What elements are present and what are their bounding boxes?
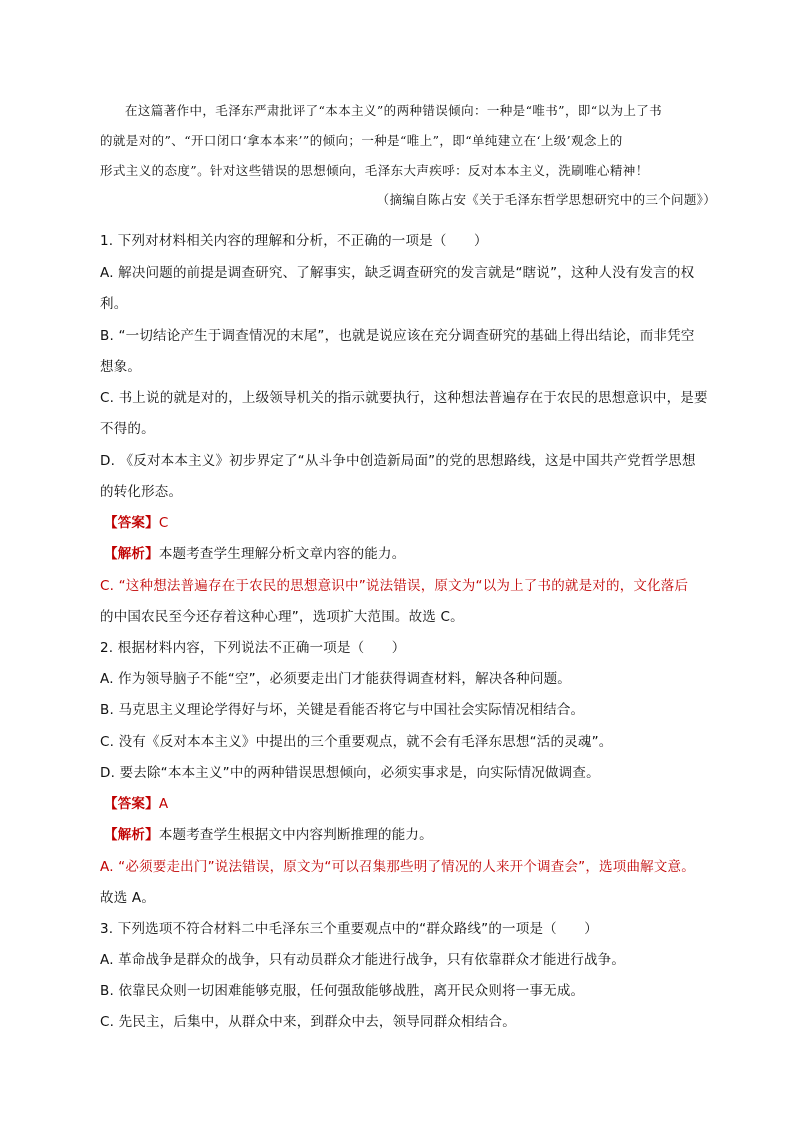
analysis-text: 本题考查学生理解分析文章内容的能力。: [158, 546, 406, 562]
question-3-stem: 3. 下列选项不符合材料二中毛泽东三个重要观点中的“群众路线”的一项是（ ）: [100, 921, 598, 937]
analysis-tag: 【解析】: [104, 546, 159, 562]
passage-source: （摘编自陈占安《关于毛泽东哲学思想研究中的三个问题》）: [376, 192, 716, 207]
answer-tag: 【答案】: [104, 796, 159, 812]
question-2-explanation-cont: 故选 A。: [100, 890, 156, 906]
analysis-tag: 【解析】: [104, 827, 159, 843]
question-2-option-d: D. 要去除“本本主义”中的两种错误思想倾向，必须实事求是，向实际情况做调查。: [100, 765, 600, 781]
passage-line: 在这篇著作中，毛泽东严肃批评了“本本主义”的两种错误倾向：一种是“唯书”，即“以为上了书: [125, 103, 663, 118]
answer-tag: 【答案】: [104, 515, 159, 531]
question-1-option-d-cont: 的转化形态。: [100, 484, 183, 500]
question-2-option-c: C. 没有《反对本本主义》中提出的三个重要观点，就不会有毛泽东思想“活的灵魂”。: [100, 734, 613, 750]
question-2-explanation: A. “必须要走出门”说法错误，原文为“可以召集那些明了情况的人来开个调查会”，选项曲解文意。: [100, 859, 695, 875]
passage-line: 的就是对的”、“开口闭口‘拿本本来’”的倾向；一种是“唯上”，即“单纯建立在‘上级’观念上的: [100, 133, 623, 148]
question-1-explanation: C. “这种想法普遍存在于农民的思想意识中”说法错误，原文为“以为上了书的就是对的，文化落后: [100, 578, 689, 594]
question-1-explanation-cont: 的中国农民至今还存着这种心理”，选项扩大范围。故选 C。: [100, 609, 464, 625]
question-2-option-b: B. 马克思主义理论学得好与坏，关键是看能否将它与中国社会实际情况相结合。: [100, 702, 585, 718]
question-1-option-c: C. 书上说的就是对的，上级领导机关的指示就要执行，这种想法普遍存在于农民的思想意识中，是要: [100, 390, 708, 406]
question-1-option-c-cont: 不得的。: [100, 421, 155, 437]
question-2-analysis: [104, 823, 726, 843]
question-2-stem: 2. 根据材料内容，下列说法不正确一项是（ ）: [100, 640, 406, 656]
question-1-option-a-cont: 利。: [100, 296, 128, 312]
question-1-option-b-cont: 想象。: [100, 359, 142, 375]
passage: [100, 96, 720, 186]
question-3-option-a: A. 革命战争是群众的战争，只有动员群众才能进行战争，只有依靠群众才能进行战争。: [100, 952, 626, 968]
question-3-option-b: B. 依靠民众则一切困难能够克服，任何强敌能够战胜，离开民众则将一事无成。: [100, 983, 585, 999]
question-1-option-a: A. 解决问题的前提是调查研究、了解事实，缺乏调查研究的发言就是“瞎说”，这种人没有发言的权: [100, 265, 695, 281]
answer-value: C: [158, 515, 169, 531]
question-1-analysis: [104, 542, 726, 562]
question-1-stem: 1. 下列对材料相关内容的理解和分析，不正确的一项是（ ）: [100, 233, 488, 249]
passage-line: 形式主义的态度”。针对这些错误的思想倾向，毛泽东大声疾呼：反对本本主义，洗刷唯心精神！: [100, 163, 649, 178]
question-1-option-b: B. “一切结论产生于调查情况的末尾”，也就是说应该在充分调查研究的基础上得出结论，而非凭空: [100, 328, 695, 344]
analysis-text: 本题考查学生根据文中内容判断推理的能力。: [158, 827, 433, 843]
question-1-answer: [104, 511, 726, 531]
answer-value: A: [158, 796, 169, 812]
question-3-option-c: C. 先民主，后集中，从群众中来，到群众中去，领导同群众相结合。: [100, 1014, 516, 1030]
question-2-answer: [104, 792, 726, 812]
question-2-option-a: A. 作为领导脑子不能“空”，必须要走出门才能获得调查材料，解决各种问题。: [100, 671, 571, 687]
question-1-option-d: D. 《反对本本主义》初步界定了“从斗争中创造新局面”的党的思想路线，这是中国共产党哲学思想: [100, 453, 696, 469]
